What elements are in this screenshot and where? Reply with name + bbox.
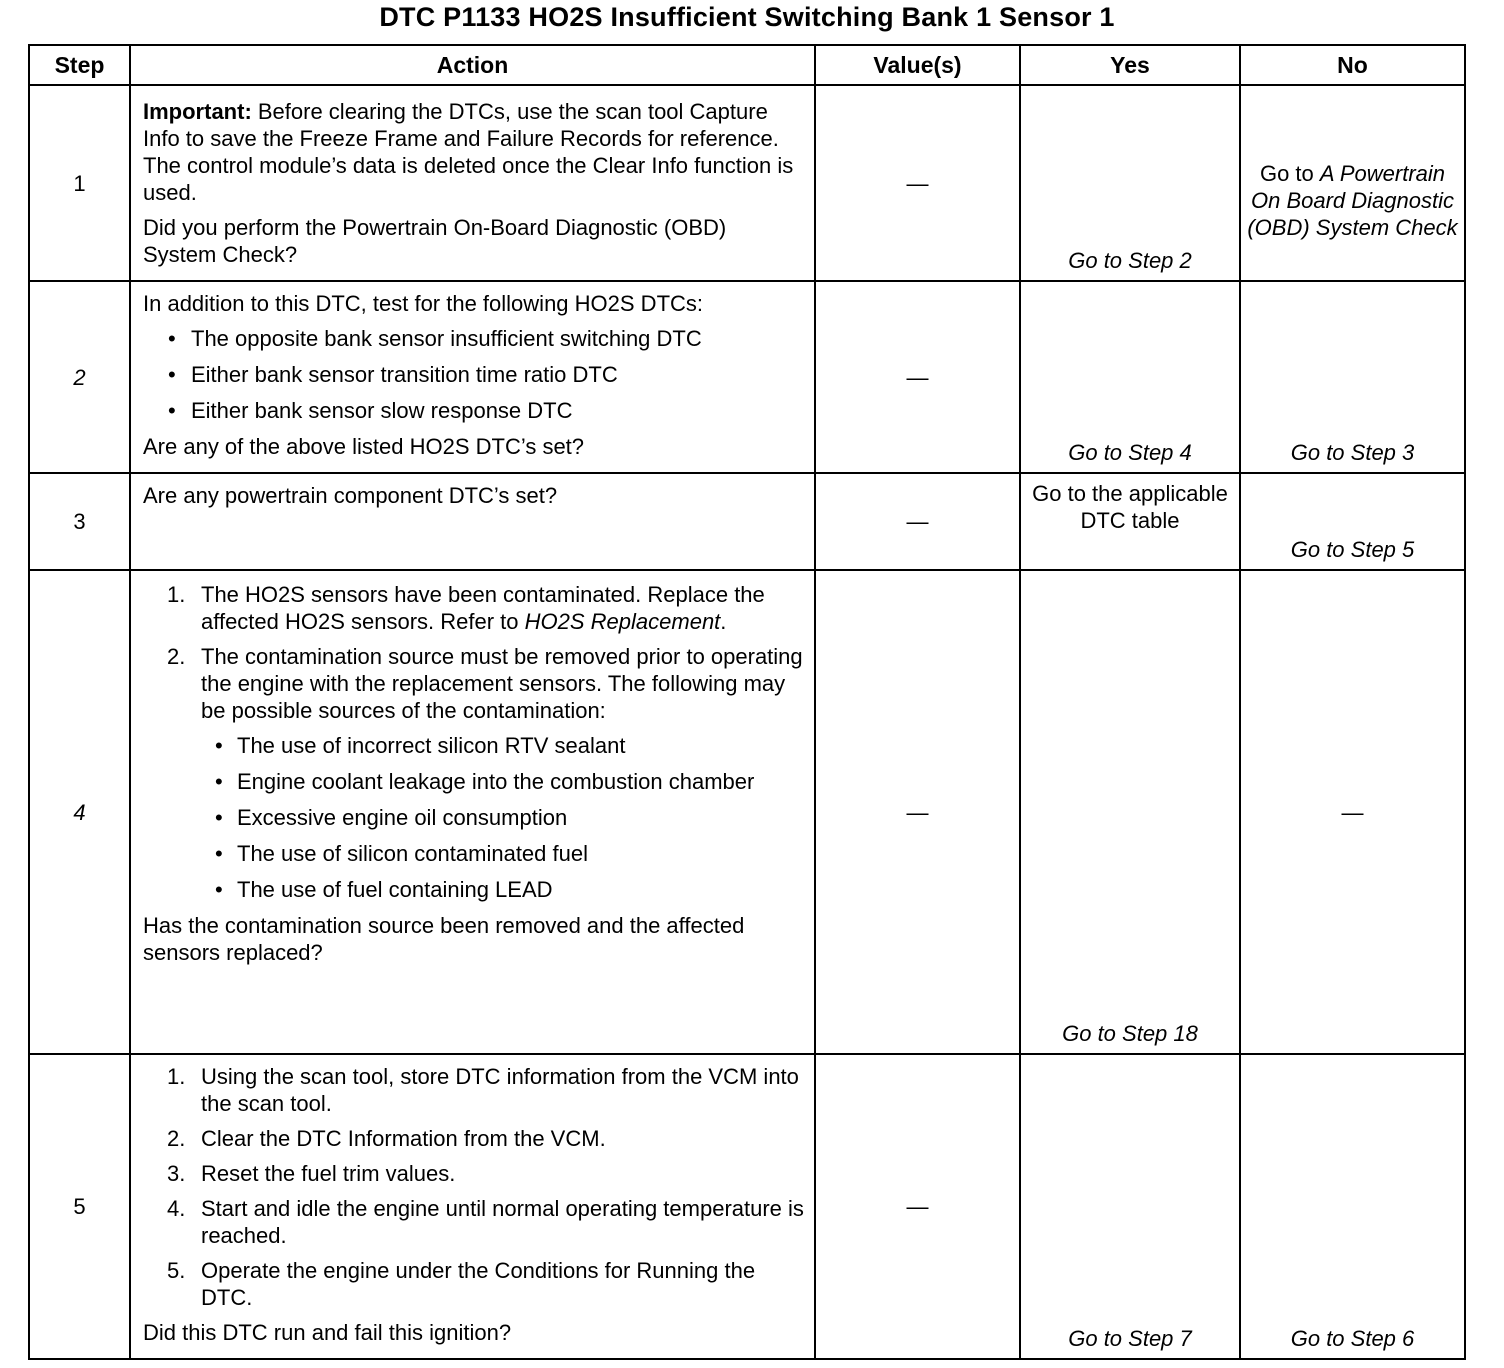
step-number: 5 (29, 1054, 130, 1359)
question: Did you perform the Powertrain On-Board Diagnostic (OBD) System Check? (143, 215, 727, 267)
no-link[interactable]: Go to Step 3 (1290, 440, 1415, 465)
list-item: • Either bank sensor slow response DTC (143, 397, 804, 424)
yes-link[interactable]: Go to Step 4 (1068, 440, 1192, 465)
question: Did this DTC run and fail this ignition? (143, 1320, 512, 1345)
item-text: Start and idle the engine until normal operating temperature is reached. (201, 1196, 804, 1248)
header-values: Value(s) (815, 45, 1020, 85)
question: Are any of the above listed HO2S DTC’s set? (143, 434, 585, 459)
yes-link[interactable]: Go to Step 7 (1068, 1326, 1192, 1351)
table-row (29, 570, 1465, 1054)
question: Has the contamination source been removed and the affected sensors replaced? (143, 913, 745, 965)
important-note (143, 98, 804, 206)
important-label: Important: (143, 99, 252, 124)
no-cell (1240, 1054, 1465, 1359)
question: Are any powertrain component DTC’s set? (143, 483, 558, 508)
action-cell (130, 1054, 815, 1359)
action-cell (130, 473, 815, 570)
header-step: Step (29, 45, 130, 85)
page-title: DTC P1133 HO2S Insufficient Switching Bank 1 Sensor 1 (379, 2, 1115, 32)
no-prefix: Go to (1259, 160, 1320, 186)
value-cell: — (815, 473, 1020, 570)
step-number: 2 (29, 281, 130, 473)
action-cell (130, 570, 815, 1054)
step-number: 4 (29, 570, 130, 1054)
list-item: 2. The contamination source must be removed prior to operating the engine with the replacement sensors. The following may be possible sources of the contamination: (167, 644, 803, 723)
yes-link[interactable]: Go to Step 2 (1068, 248, 1192, 273)
table-row (29, 473, 1465, 570)
no-link[interactable]: Go to Step 6 (1290, 1326, 1415, 1351)
list-item: • Engine coolant leakage into the combustion chamber (143, 768, 804, 795)
no-cell (1240, 281, 1465, 473)
action-cell (130, 281, 815, 473)
value-cell: — (815, 1054, 1020, 1359)
list-item: • The opposite bank sensor insufficient switching DTC (143, 325, 804, 352)
yes-cell (1020, 1054, 1240, 1359)
item-text: Using the scan tool, store DTC information from the VCM into the scan tool. (201, 1064, 799, 1116)
item-text: The HO2S sensors have been contaminated. Replace the affected HO2S sensors. Refer to (201, 582, 765, 634)
contamination-sources-list (143, 732, 804, 903)
list-item: 3. Reset the fuel trim values. (167, 1161, 456, 1186)
procedure-list (143, 581, 804, 724)
value-cell: — (815, 85, 1020, 281)
table-row (29, 85, 1465, 281)
table-row (29, 1054, 1465, 1359)
step-number: 3 (29, 473, 130, 570)
list-item: 4. Start and idle the engine until normal operating temperature is reached. (167, 1196, 804, 1248)
yes-cell (1020, 473, 1240, 570)
important-text: Before clearing the DTCs, use the scan tool Capture Info to save the Freeze Frame and Failure Records for reference. The control module’s data is deleted once the Clear Info function is used. (143, 99, 794, 205)
header-yes: Yes (1020, 45, 1240, 85)
item-end: . (720, 609, 727, 634)
dtc-list (143, 325, 804, 424)
yes-cell (1020, 85, 1240, 281)
list-item: 2. Clear the DTC Information from the VCM. (167, 1126, 606, 1151)
list-item: 1. Using the scan tool, store DTC information from the VCM into the scan tool. (167, 1064, 799, 1116)
header-row (29, 45, 1465, 85)
header-action: Action (130, 45, 815, 85)
item-text: Reset the fuel trim values. (201, 1161, 456, 1186)
no-cell: — (1240, 570, 1465, 1054)
list-item: • The use of silicon contaminated fuel (143, 840, 804, 867)
procedure-list (143, 1063, 804, 1311)
table-row (29, 281, 1465, 473)
no-cell (1240, 473, 1465, 570)
replacement-link[interactable]: HO2S Replacement (524, 609, 721, 634)
list-item: 5. Operate the engine under the Conditions for Running the DTC. (167, 1258, 756, 1310)
step-number: 1 (29, 85, 130, 281)
yes-cell (1020, 281, 1240, 473)
intro-text: In addition to this DTC, test for the following HO2S DTCs: (143, 291, 704, 316)
action-cell (130, 85, 815, 281)
list-item: • Either bank sensor transition time ratio DTC (143, 361, 804, 388)
diagnostic-table (28, 44, 1466, 1360)
item-text: The contamination source must be removed prior to operating the engine with the replacement sensors. The following may be possible sources of the contamination: (201, 644, 803, 723)
list-item: 1. The HO2S sensors have been contaminated. Replace the affected HO2S sensors. Refer to HO2S Replacement. (167, 582, 765, 634)
yes-link[interactable]: Go to Step 18 (1062, 1021, 1198, 1046)
list-item: • The use of incorrect silicon RTV sealant (143, 732, 804, 759)
list-item: • Excessive engine oil consumption (143, 804, 804, 831)
item-text: Clear the DTC Information from the VCM. (201, 1126, 606, 1151)
no-link[interactable]: Go to Step 5 (1290, 537, 1415, 562)
no-link[interactable]: A Powertrain On Board Diagnostic (OBD) System Check (1247, 160, 1458, 240)
yes-cell (1020, 570, 1240, 1054)
value-cell: — (815, 281, 1020, 473)
header-no: No (1240, 45, 1465, 85)
item-text: Operate the engine under the Conditions for Running the DTC. (201, 1258, 756, 1310)
yes-link[interactable]: Go to the applicable DTC table (1032, 481, 1228, 533)
no-cell (1240, 85, 1465, 281)
value-cell: — (815, 570, 1020, 1054)
list-item: • The use of fuel containing LEAD (143, 876, 804, 903)
